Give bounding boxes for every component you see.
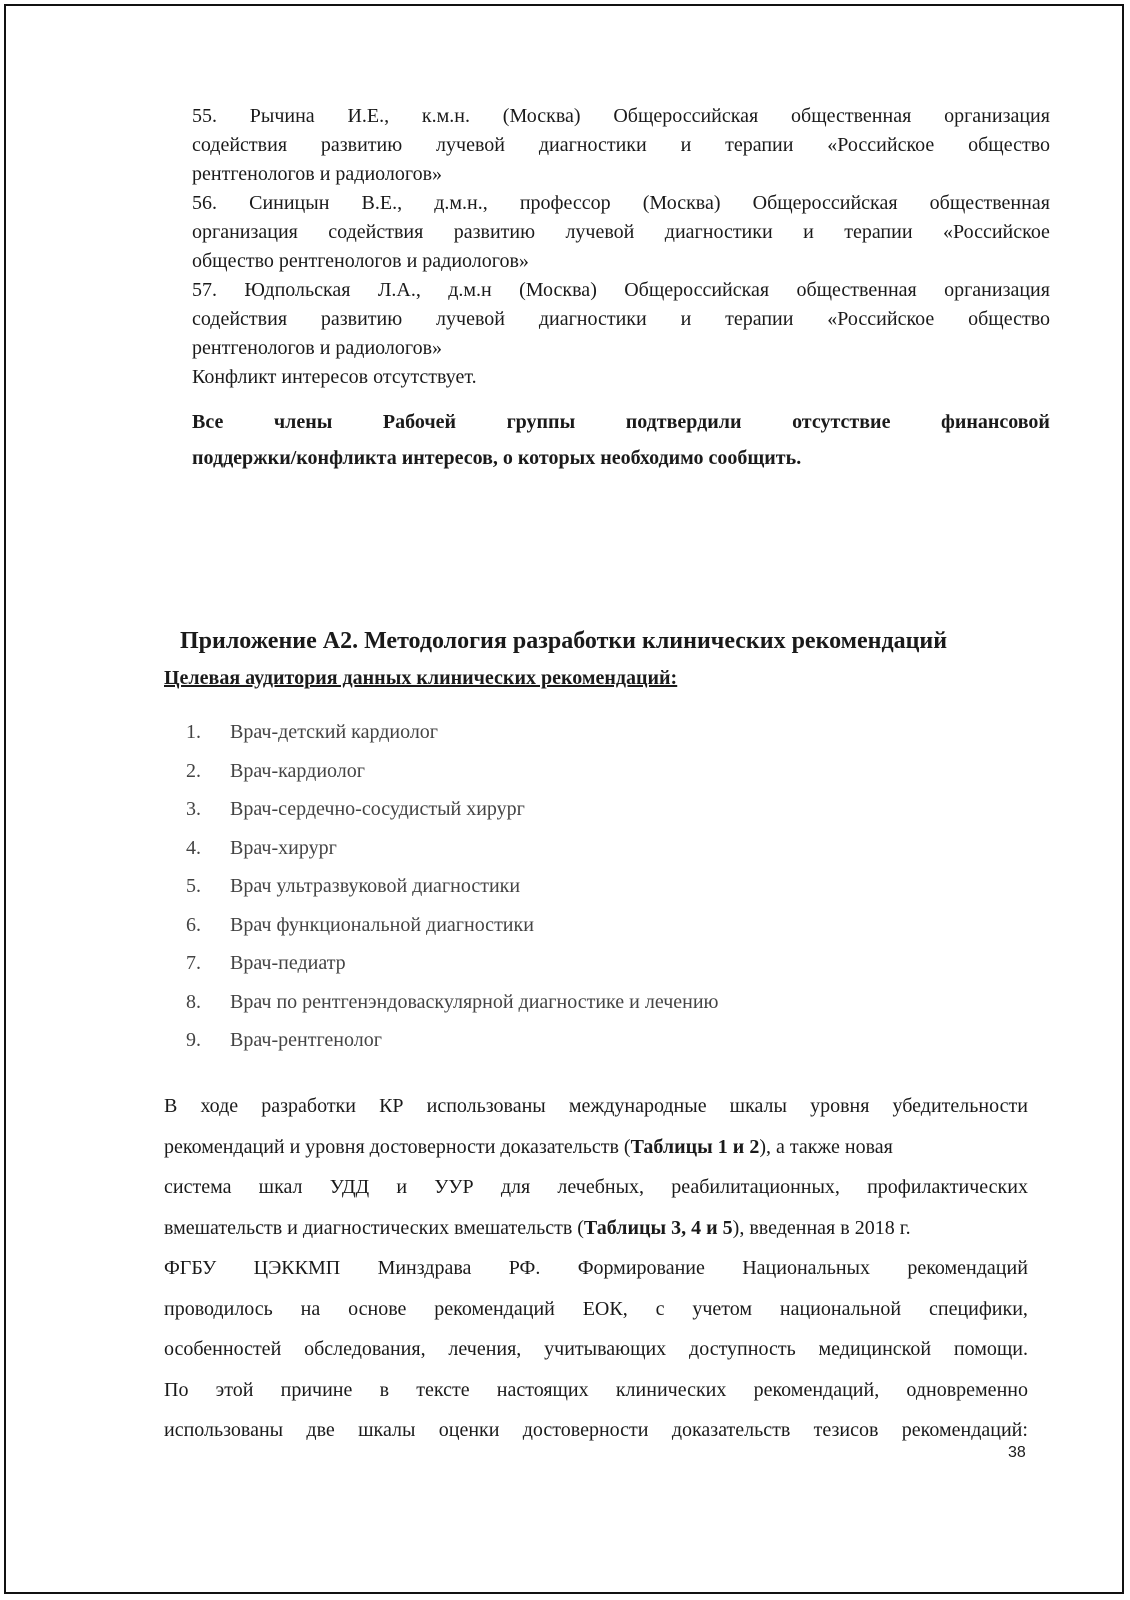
word: рекомендаций, <box>753 1378 880 1401</box>
audience-list-item <box>186 757 718 796</box>
word: лечения, <box>448 1338 522 1360</box>
audience-list-item <box>186 949 718 988</box>
methodology-line-1 <box>164 1086 1028 1127</box>
word: доказательств <box>671 1419 791 1441</box>
member-55-line-1 <box>192 102 1050 131</box>
audience-item-number: 2. <box>186 759 201 782</box>
word: на <box>300 1297 321 1320</box>
word: специфики, <box>928 1297 1028 1320</box>
word: содействия <box>192 134 288 156</box>
word: 56. <box>192 192 217 214</box>
word: (Москва) <box>519 279 597 301</box>
word: разработки <box>261 1095 356 1117</box>
word: ЕОК, <box>582 1297 628 1320</box>
word: профессор <box>519 192 611 214</box>
audience-list-item <box>186 1026 718 1065</box>
table-ref-3-4-5: Таблицы 3, 4 и 5 <box>583 1216 733 1239</box>
audience-list-item <box>186 988 718 1027</box>
word: Все <box>192 411 224 433</box>
word: лечебных, <box>557 1176 645 1198</box>
word: особенностей <box>164 1338 282 1360</box>
word: общество <box>968 308 1050 330</box>
word: «Российское <box>827 308 935 330</box>
word: общественная <box>929 192 1050 214</box>
word: д.м.н <box>448 279 492 301</box>
word: РФ. <box>508 1257 541 1279</box>
word: доступность <box>689 1338 796 1360</box>
word: «Российское <box>827 134 935 156</box>
word: рекомендаций <box>434 1297 555 1320</box>
word: УУР <box>434 1176 474 1198</box>
word: диагностики <box>538 134 647 156</box>
audience-item-number: 8. <box>186 990 201 1013</box>
word: Общероссийская <box>752 192 898 214</box>
word: учитывающих <box>544 1338 667 1360</box>
audience-item-text: Врач по рентгенэндоваскулярной диагностике и лечению <box>230 990 719 1013</box>
word: Синицын <box>249 192 330 214</box>
word: Рычина <box>249 105 315 127</box>
word: члены <box>273 411 333 433</box>
audience-item-text: Врач-сердечно-сосудистый хирург <box>230 798 525 820</box>
word: шкалы <box>729 1095 787 1117</box>
word: в <box>379 1378 390 1401</box>
word: причине <box>280 1378 353 1401</box>
methodology-line-9 <box>164 1410 1028 1451</box>
word: рекомендаций: <box>901 1419 1028 1441</box>
word: и <box>396 1176 408 1198</box>
audience-list-item <box>186 718 718 757</box>
word: тезисов <box>813 1419 879 1441</box>
word: содействия <box>192 308 288 330</box>
word: клинических <box>615 1378 727 1401</box>
word: уровня <box>810 1095 870 1117</box>
methodology-line-5 <box>164 1248 1028 1289</box>
word: общественная <box>796 279 917 301</box>
member-56-line-2 <box>192 218 1050 247</box>
methodology-line-3 <box>164 1167 1028 1208</box>
word: шкал <box>258 1176 303 1198</box>
conflict-statement: Конфликт интересов отсутствует. <box>192 366 477 388</box>
word: Минздрава <box>377 1257 472 1279</box>
methodology-line-8 <box>164 1370 1028 1411</box>
word: И.Е., <box>347 105 390 127</box>
audience-list-item <box>186 834 718 873</box>
word: профилактических <box>867 1176 1028 1198</box>
word: шкалы <box>358 1419 416 1441</box>
word: Формирование <box>577 1257 705 1279</box>
word: медицинской <box>818 1338 932 1360</box>
word: достоверности <box>522 1419 649 1441</box>
audience-item-number: 7. <box>186 952 201 974</box>
methodology-line-7 <box>164 1329 1028 1370</box>
word: По <box>164 1378 189 1401</box>
word: оценки <box>438 1419 500 1441</box>
word: ЦЭККМП <box>253 1257 341 1279</box>
word: проводилось <box>164 1297 273 1320</box>
word: учетом <box>692 1297 753 1320</box>
audience-item-text: Врач-педиатр <box>230 952 346 974</box>
word: организация <box>192 221 298 243</box>
methodology-line-2-text <box>164 1127 893 1168</box>
word: Общероссийская <box>624 279 770 301</box>
audience-item-text: Врач-хирург <box>230 836 337 859</box>
word: организация <box>944 279 1050 301</box>
group-statement-line-1 <box>192 404 1050 440</box>
member-57-line-1 <box>192 276 1050 305</box>
member-57-line-2 <box>192 305 1050 334</box>
audience-item-number: 9. <box>186 1029 201 1051</box>
word: общество <box>968 134 1050 156</box>
members-section <box>192 102 1050 476</box>
word: настоящих <box>496 1378 589 1401</box>
word: (Москва) <box>642 192 721 214</box>
member-56-line-1 <box>192 189 1050 218</box>
word: одновременно <box>906 1378 1028 1401</box>
audience-list-item <box>186 872 718 911</box>
word: содействия <box>328 221 424 243</box>
word: диагностики <box>664 221 773 243</box>
word: Национальных <box>742 1257 870 1279</box>
word: лучевой <box>436 134 505 156</box>
audience-item-number: 3. <box>186 798 201 820</box>
methodology-line-2-a: рекомендаций и уровня достоверности доказательств ( <box>164 1135 631 1158</box>
word: обследования, <box>304 1338 426 1360</box>
member-56-line-3: общество рентгенологов и радиологов» <box>192 250 529 272</box>
audience-item-text: Врач ультразвуковой диагностики <box>230 875 521 897</box>
word: УДД <box>329 1176 370 1198</box>
word: лучевой <box>565 221 635 243</box>
word: КР <box>379 1095 404 1117</box>
word: помощи. <box>953 1338 1028 1360</box>
word: использованы <box>426 1095 546 1117</box>
audience-item-text: Врач-рентгенолог <box>230 1029 382 1051</box>
audience-item-number: 4. <box>186 836 201 859</box>
word: развитию <box>320 134 403 156</box>
audience-item-number: 5. <box>186 875 201 897</box>
page-number: 38 <box>1008 1444 1026 1461</box>
word: В.Е., <box>361 192 403 214</box>
audience-item-number: 1. <box>186 721 201 743</box>
word: «Российское <box>942 221 1050 243</box>
audience-list-item <box>186 911 718 950</box>
table-ref-1-2: Таблицы 1 и 2 <box>630 1135 760 1158</box>
word: 57. <box>192 279 217 301</box>
word: система <box>164 1176 232 1198</box>
word: В <box>164 1095 178 1117</box>
word: международные <box>568 1095 707 1117</box>
target-audience-heading: Целевая аудитория данных клинических рекомендаций: <box>164 667 678 689</box>
word: развитию <box>320 308 403 330</box>
group-statement-line-2: поддержки/конфликта интересов, о которых необходимо сообщить. <box>192 447 802 469</box>
word: терапии <box>725 308 794 330</box>
word: рекомендаций <box>907 1257 1028 1279</box>
word: Общероссийская <box>613 105 759 127</box>
word: терапии <box>725 134 794 156</box>
word: использованы <box>164 1419 284 1441</box>
word: лучевой <box>436 308 505 330</box>
word: 55. <box>192 105 217 127</box>
word: реабилитационных, <box>671 1176 840 1198</box>
word: этой <box>215 1378 254 1401</box>
methodology-line-4 <box>164 1208 1028 1249</box>
word: диагностики <box>538 308 647 330</box>
word: Рабочей <box>382 411 457 433</box>
word: финансовой <box>940 411 1050 433</box>
methodology-line-2 <box>164 1127 1028 1168</box>
methodology-line-4-c: ), введенная в 2018 г. <box>732 1216 911 1239</box>
word: две <box>306 1419 335 1441</box>
word: убедительности <box>892 1095 1028 1117</box>
word: национальной <box>779 1297 902 1320</box>
audience-item-number: 6. <box>186 913 201 936</box>
word: организация <box>944 105 1050 127</box>
word: развитию <box>453 221 536 243</box>
methodology-paragraph <box>164 1086 1028 1451</box>
methodology-line-2-c: ), а также новая <box>759 1135 893 1158</box>
audience-item-text: Врач-детский кардиолог <box>230 721 438 743</box>
member-55-line-2 <box>192 131 1050 160</box>
member-57-line-3: рентгенологов и радиологов» <box>192 337 443 359</box>
word: общественная <box>791 105 912 127</box>
word: и <box>680 308 692 330</box>
word: подтвердили <box>625 411 742 433</box>
word: терапии <box>844 221 913 243</box>
word: и <box>680 134 692 156</box>
word: отсутствие <box>792 411 891 433</box>
word: к.м.н. <box>421 105 470 127</box>
audience-item-text: Врач функциональной диагностики <box>230 913 534 936</box>
word: Юдпольская <box>244 279 351 301</box>
methodology-line-6 <box>164 1289 1028 1330</box>
word: для <box>500 1176 531 1198</box>
word: с <box>655 1297 665 1320</box>
word: основе <box>348 1297 407 1320</box>
word: (Москва) <box>502 105 581 127</box>
appendix-a2-title: Приложение А2. Методология разработки клинических рекомендаций <box>180 628 948 654</box>
target-audience-list <box>186 718 718 1065</box>
word: и <box>803 221 814 243</box>
audience-item-text: Врач-кардиолог <box>230 759 365 782</box>
word: д.м.н., <box>434 192 488 214</box>
word: ФГБУ <box>164 1257 217 1279</box>
member-55-line-3: рентгенологов и радиологов» <box>192 163 443 185</box>
word: тексте <box>416 1378 470 1401</box>
word: ходе <box>200 1095 239 1117</box>
audience-list-item <box>186 795 718 834</box>
word: группы <box>506 411 576 433</box>
word: Л.А., <box>377 279 421 301</box>
methodology-line-4-a: вмешательств и диагностических вмешательств ( <box>164 1216 584 1239</box>
